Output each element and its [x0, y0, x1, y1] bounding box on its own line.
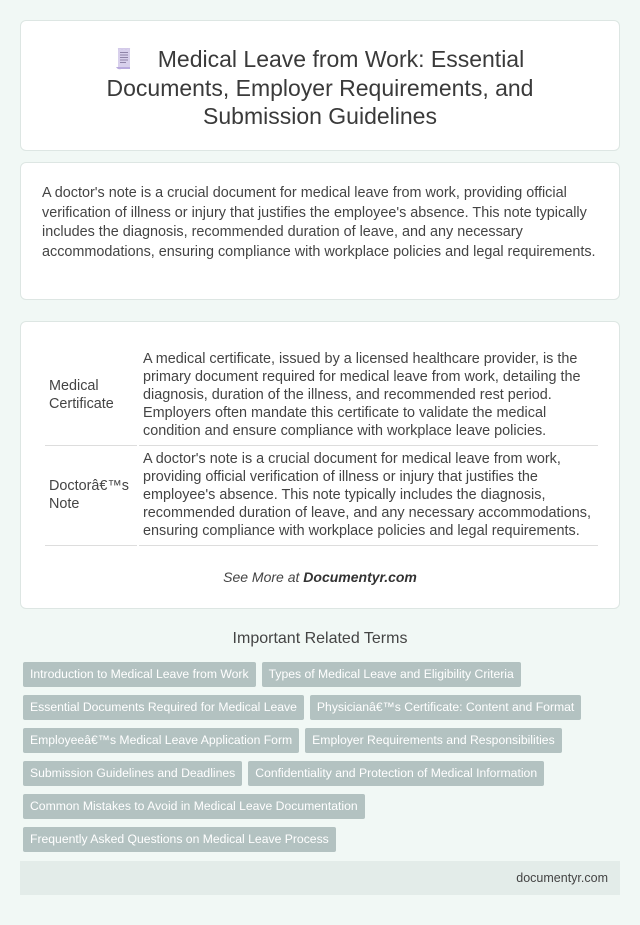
table-row — [45, 346, 598, 446]
footer-site[interactable]: documentyr.com — [516, 871, 608, 885]
related-term-tag[interactable]: Frequently Asked Questions on Medical Leave Process — [23, 827, 336, 852]
related-term-tag[interactable]: Physicianâ€™s Certificate: Content and Format — [310, 695, 581, 720]
see-more-link[interactable] — [21, 569, 619, 585]
see-more-prefix: See More at — [223, 569, 304, 585]
table-row — [45, 446, 598, 546]
page-title-text: Medical Leave from Work: Essential Documents, Employer Requirements, and Submission Guidelines — [106, 46, 534, 129]
document-term: Doctorâ€™s Note — [45, 446, 137, 546]
document-term: Medical Certificate — [45, 346, 137, 446]
page-title — [81, 45, 559, 131]
documents-card — [20, 321, 620, 609]
related-term-tag[interactable]: Employer Requirements and Responsibilities — [305, 728, 562, 753]
related-term-tag[interactable]: Employeeâ€™s Medical Leave Application Form — [23, 728, 299, 753]
related-term-tag[interactable]: Submission Guidelines and Deadlines — [23, 761, 242, 786]
related-terms-list — [23, 662, 613, 860]
receipt-document-icon — [116, 48, 132, 70]
related-term-tag[interactable]: Confidentiality and Protection of Medical Information — [248, 761, 544, 786]
header-card — [20, 20, 620, 151]
see-more-site[interactable]: Documentyr.com — [303, 569, 417, 585]
documents-table — [43, 346, 600, 546]
footer — [20, 861, 620, 895]
related-term-tag[interactable]: Types of Medical Leave and Eligibility Criteria — [262, 662, 521, 687]
summary-card — [20, 162, 620, 300]
summary-text: A doctor's note is a crucial document for medical leave from work, providing official verification of illness or injury that justifies the employee's absence. This note typically includes the diagnosis, recommended duration of leave, and any necessary accommodations, ensuring compliance with workplace policies and legal requirements. — [42, 185, 596, 260]
related-terms-heading: Important Related Terms — [232, 630, 408, 647]
related-term-tag[interactable]: Common Mistakes to Avoid in Medical Leave Documentation — [23, 794, 365, 819]
document-description: A medical certificate, issued by a licensed healthcare provider, is the primary document required for medical leave from work, detailing the diagnosis, duration of the illness, and recommended rest period. Employers often mandate this certificate to validate the medical condition and ensure compliance with workplace leave policies. — [139, 346, 598, 446]
related-term-tag[interactable]: Essential Documents Required for Medical Leave — [23, 695, 304, 720]
related-term-tag[interactable]: Introduction to Medical Leave from Work — [23, 662, 256, 687]
document-description: A doctor's note is a crucial document for medical leave from work, providing official verification of illness or injury that justifies the employee's absence. This note typically includes the diagnosis, recommended duration of leave, and any necessary accommodations, ensuring compliance with workplace policies and legal requirements. — [139, 446, 598, 546]
